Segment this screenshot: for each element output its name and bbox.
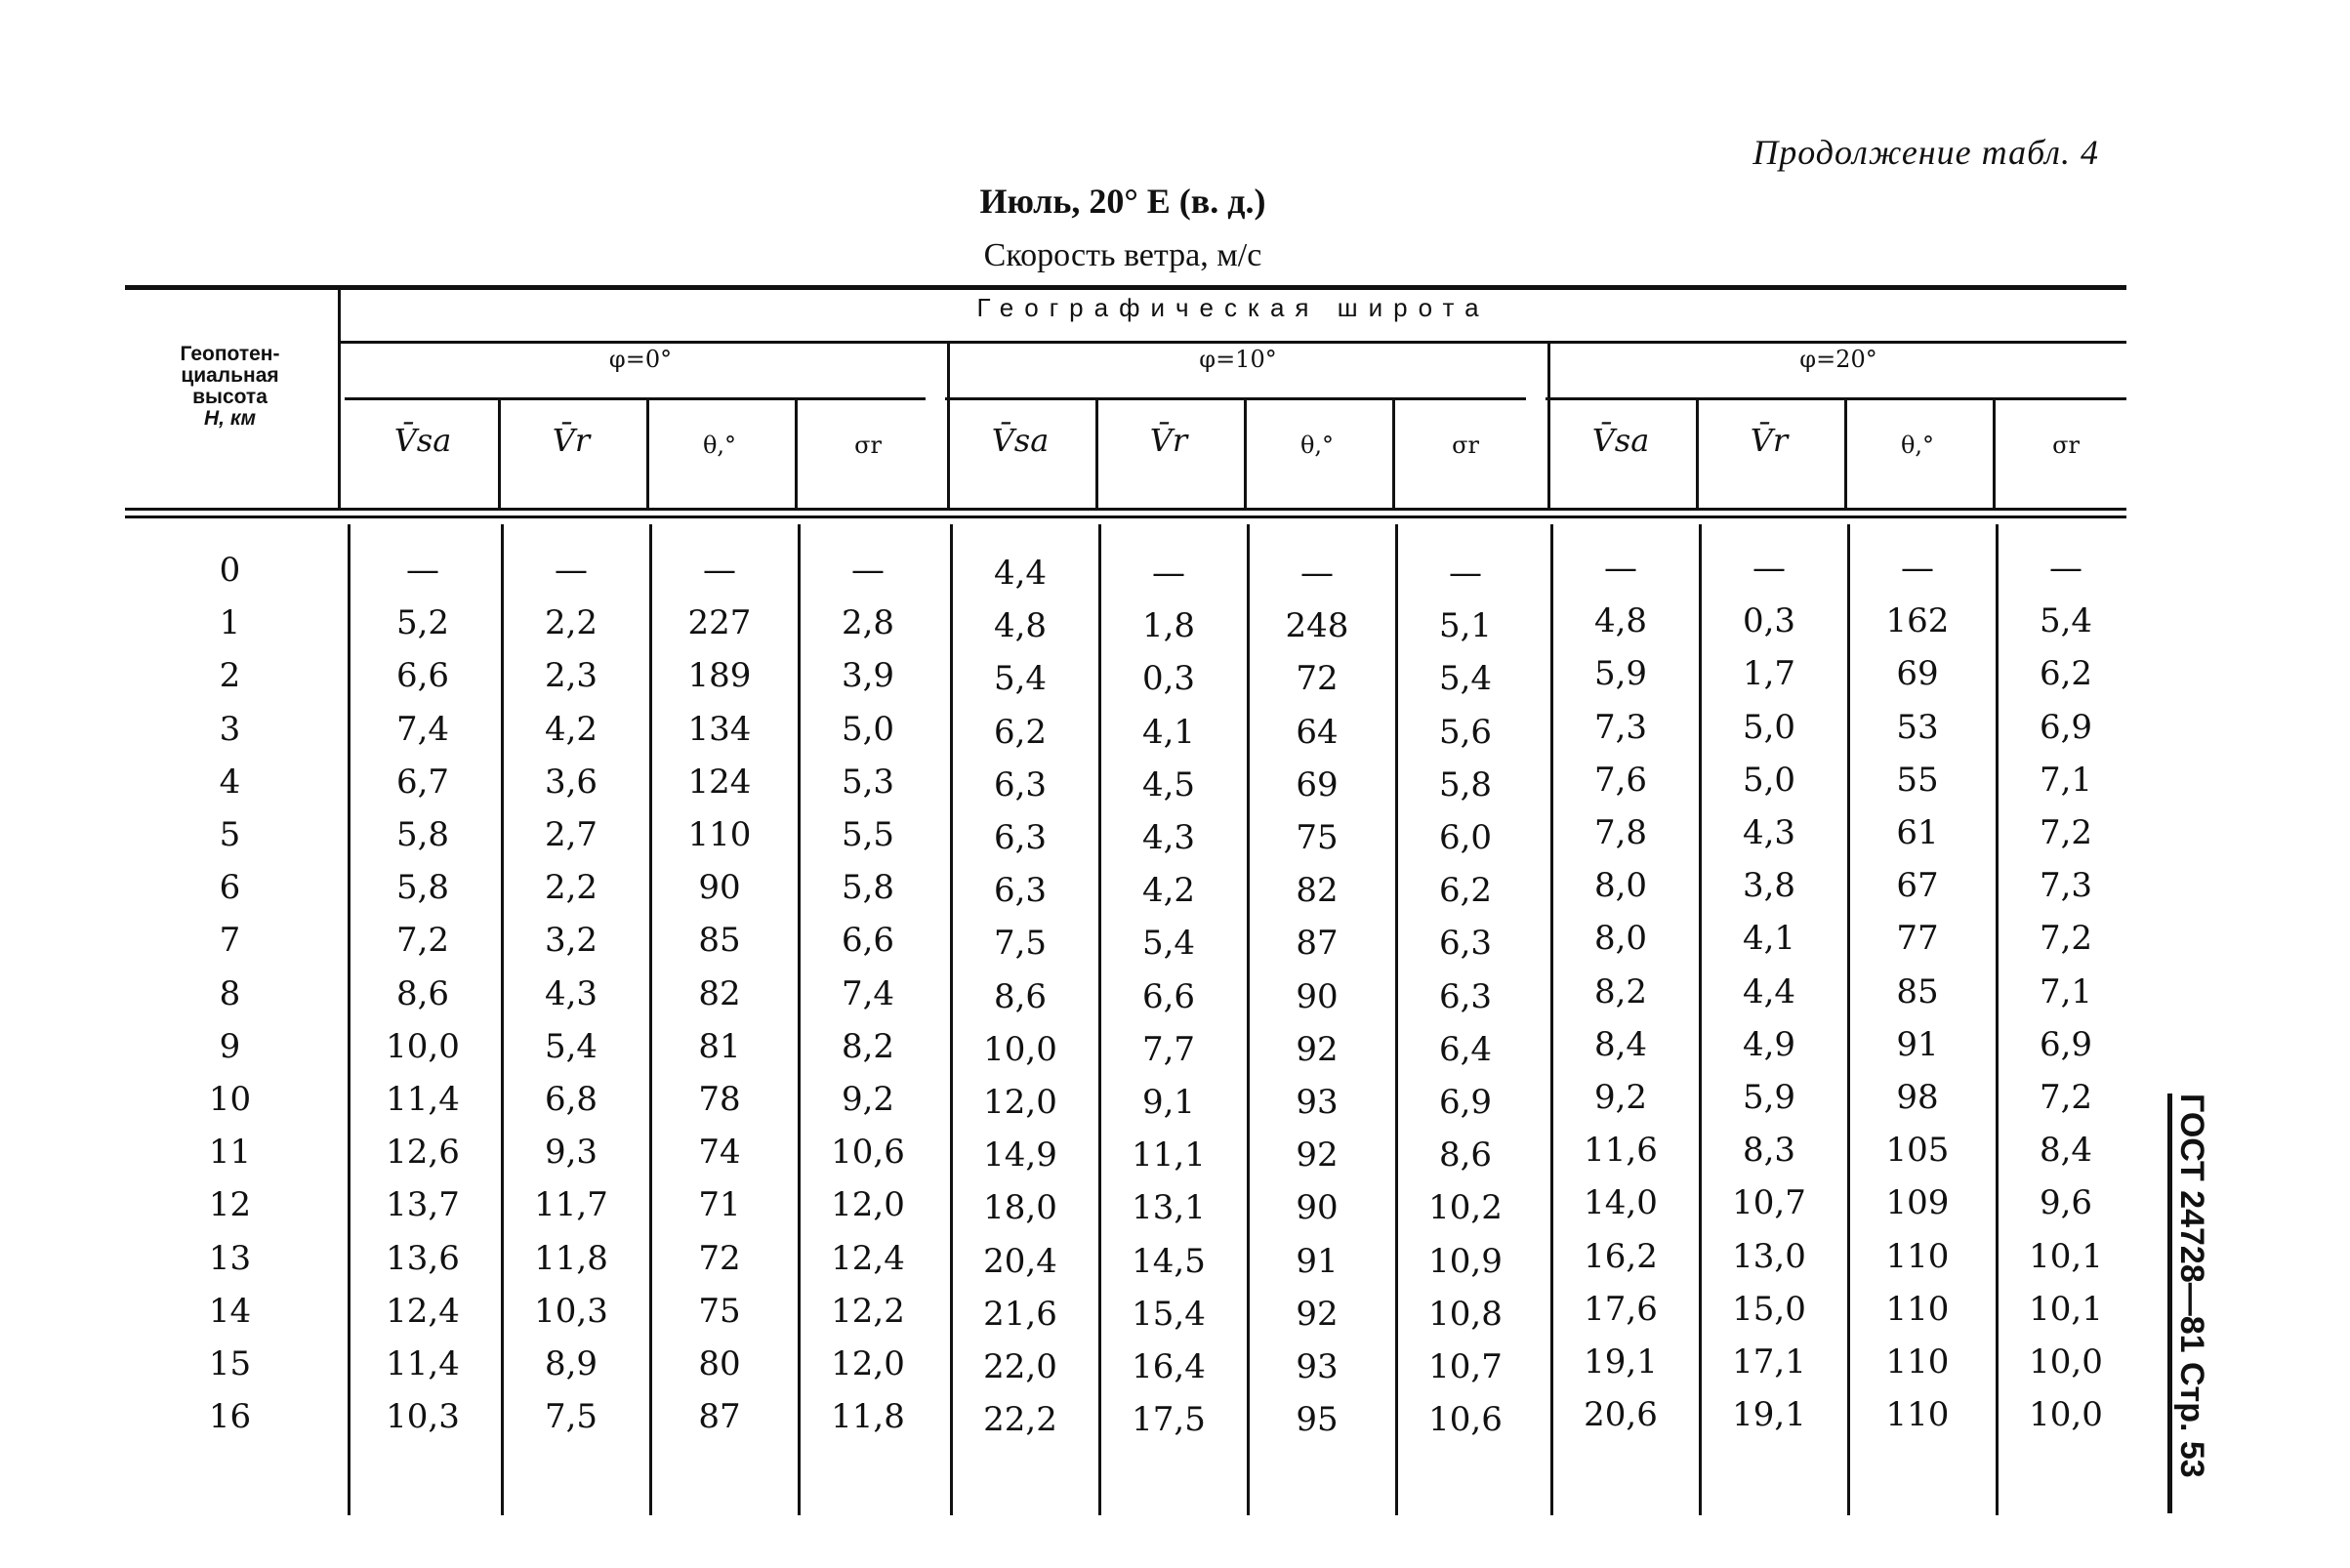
table-cell: 11,4 [386,1344,460,1383]
table-cell: 4,1 [1141,712,1196,752]
table-cell: 93 [1296,1347,1339,1386]
height-value: 4 [219,762,241,802]
table-cell: 21,6 [983,1294,1057,1334]
table-cell: 5,0 [1742,760,1796,800]
table-cell: 75 [698,1291,741,1331]
table-cell: 10,8 [1428,1294,1503,1334]
table-cell: 5,6 [1438,712,1493,752]
table-cell: 9,1 [1141,1083,1196,1122]
table-cell: 4,4 [993,554,1048,593]
table-cell: 10,7 [1428,1347,1503,1386]
height-header [125,344,335,430]
table-cell: 10,6 [1428,1400,1503,1440]
table-cell: 77 [1896,919,1939,959]
height-value: 13 [208,1238,252,1278]
table-cell: 91 [1296,1241,1339,1281]
table-cell: 20,4 [983,1241,1057,1281]
lat-rule-0 [345,397,926,400]
table-cell: 1,7 [1742,654,1796,694]
table-cell: 2,2 [544,603,598,643]
table-cell: 4,9 [1742,1024,1796,1064]
table-cell: 11,7 [534,1185,608,1225]
table-cell: 7,3 [2039,866,2093,906]
height-value: 8 [219,973,241,1013]
table-cell: 5,8 [1438,764,1493,805]
table-cell: 92 [1296,1029,1339,1069]
table-cell: 7,5 [993,924,1048,964]
table-cell: 6,2 [2039,654,2093,694]
param-header: θ,° [1900,432,1935,459]
param-header: σr [2052,432,2080,459]
param-header: V̄sa [1591,422,1650,459]
table-cell: 4,1 [1742,919,1796,959]
table-cell: 10,0 [2029,1395,2103,1435]
table-cell: 13,6 [386,1238,460,1278]
lat-rule-20 [1546,397,2126,400]
table-cell: 6,6 [395,656,450,696]
table-cell: 87 [1296,924,1339,964]
table-cell: 10,1 [2029,1236,2103,1276]
table-cell: 2,3 [544,656,598,696]
height-value: 1 [219,603,241,643]
table-cell: 10,0 [2029,1342,2103,1382]
table-cell: 90 [1296,976,1339,1016]
table-cell: 87 [698,1397,741,1437]
table-cell: 6,3 [1438,924,1493,964]
table-cell: 8,6 [1438,1135,1493,1176]
height-value: 9 [219,1026,241,1066]
table-cell: 110 [1885,1236,1950,1276]
table-cell: 10,7 [1732,1183,1806,1223]
table-cell: 22,0 [983,1347,1057,1386]
table-cell: 4,8 [993,606,1048,646]
table-cell: 248 [1285,606,1349,646]
table-cell: 7,4 [841,973,895,1013]
table-cell: 11,8 [831,1397,905,1437]
table-cell: 78 [698,1080,741,1119]
table-cell: 1,8 [1141,606,1196,646]
table-cell: 10,9 [1428,1241,1503,1281]
table-cell: — [1604,549,1637,588]
table-cell: 7,3 [1593,707,1648,747]
table-cell: 7,8 [1593,813,1648,852]
height-header-unit: H, км [203,407,256,430]
table-cell: 124 [687,762,752,802]
table-cell: 82 [698,973,741,1013]
table-cell: 12,0 [831,1185,905,1225]
table-cell: 17,6 [1584,1289,1658,1329]
table-cell: 13,7 [386,1185,460,1225]
table-cell: 69 [1296,764,1339,805]
param-header: θ,° [1299,432,1335,459]
table-cell: 12,0 [831,1344,905,1383]
side-label [2167,1093,2210,1513]
table-cell: 6,2 [993,712,1048,752]
latitude-header: φ=20° [1799,346,1877,373]
table-cell: 5,8 [841,868,895,908]
table-cell: 10,1 [2029,1289,2103,1329]
table-cell: 4,3 [1742,813,1796,852]
table-cell: 5,0 [841,709,895,749]
table-cell: 189 [687,656,752,696]
table-cell: 5,4 [2039,601,2093,641]
table-cell: 5,8 [395,868,450,908]
table-cell: 134 [687,709,752,749]
height-header-line: высота [192,386,268,408]
height-value: 5 [219,815,241,854]
table-cell: 7,4 [395,709,450,749]
table-cell: 8,3 [1742,1131,1796,1171]
table-cell: 17,1 [1732,1342,1806,1382]
param-header: V̄r [1149,422,1188,459]
table-cell: 6,4 [1438,1029,1493,1069]
param-header: V̄sa [393,422,452,459]
table-cell: 7,6 [1593,760,1648,800]
table-cell: — [2049,549,2082,588]
table-cell: 6,3 [993,764,1048,805]
table-cell: 7,2 [395,921,450,961]
table-cell: 15,0 [1732,1289,1806,1329]
latitude-group-header: Географическая широта [976,293,1490,322]
table-cell: 74 [698,1133,741,1173]
group-rule [340,341,2126,344]
table-cell: 22,2 [983,1400,1057,1440]
table-cell: 4,8 [1593,601,1648,641]
param-header: σr [854,432,882,459]
table-cell: 4,3 [1141,818,1196,857]
lat-rule-10 [945,397,1526,400]
table-cell: 72 [1296,659,1339,699]
table-cell: 4,3 [544,973,598,1013]
table-cell: 7,1 [2039,971,2093,1011]
table-cell: 10,2 [1428,1188,1503,1228]
table-cell: 6,3 [993,818,1048,857]
table-cell: 109 [1885,1183,1950,1223]
table-cell: 71 [698,1185,741,1225]
table-cell: 82 [1296,871,1339,911]
continuation-label: Продолжение табл. 4 [1752,133,2099,172]
table-cell: 10,3 [386,1397,460,1437]
table-cell: 5,3 [841,762,895,802]
height-value: 2 [219,656,241,696]
table-cell: 92 [1296,1294,1339,1334]
table-cell: 11,8 [534,1238,608,1278]
table-cell: 4,2 [1141,871,1196,911]
latitude-header: φ=0° [608,346,673,373]
table-cell: 4,5 [1141,764,1196,805]
height-value: 11 [208,1133,252,1173]
table-cell: 12,0 [983,1083,1057,1122]
table-cell: 64 [1296,712,1339,752]
table-cell: 13,1 [1132,1188,1206,1228]
table-cell: 5,8 [395,815,450,854]
table-cell: — [406,551,439,590]
table-cell: 5,4 [1438,659,1493,699]
latitude-header: φ=10° [1199,346,1277,373]
table-cell: 6,0 [1438,818,1493,857]
table-cell: 2,8 [841,603,895,643]
table-cell: 5,1 [1438,606,1493,646]
height-value: 16 [208,1397,252,1437]
table-cell: 6,2 [1438,871,1493,911]
table-cell: 0,3 [1742,601,1796,641]
table-top-rule [125,285,2126,290]
table-cell: 17,5 [1132,1400,1206,1440]
table-cell: 7,1 [2039,760,2093,800]
table-cell: 85 [1896,971,1939,1011]
table-cell: 8,6 [395,973,450,1013]
table-cell: 3,8 [1742,866,1796,906]
table-cell: 11,4 [386,1080,460,1119]
param-header: V̄r [1750,422,1789,459]
table-cell: 5,9 [1593,654,1648,694]
table-cell: — [1152,554,1185,593]
height-value: 7 [219,921,241,961]
table-cell: 10,0 [386,1026,460,1066]
table-cell: 10,6 [831,1133,905,1173]
table-cell: 11,6 [1584,1131,1658,1171]
table-cell: 90 [698,868,741,908]
side-label-text: ГОСТ 24728—81 Стр. 53 [2173,1093,2210,1478]
table-cell: 10,0 [983,1029,1057,1069]
table-cell: 3,9 [841,656,895,696]
table-cell: 5,9 [1742,1078,1796,1117]
table-cell: 7,7 [1141,1029,1196,1069]
table-cell: 7,5 [544,1397,598,1437]
table-cell: 8,2 [841,1026,895,1066]
table-cell: 2,7 [544,815,598,854]
height-value: 6 [219,868,241,908]
table-cell: 2,2 [544,868,598,908]
table-cell: — [1449,554,1482,593]
table-cell: 6,7 [395,762,450,802]
table-cell: — [703,551,736,590]
table-cell: 0,3 [1141,659,1196,699]
height-header-line: циальная [181,364,279,387]
table-cell: 16,4 [1132,1347,1206,1386]
table-cell: 72 [698,1238,741,1278]
height-value: 0 [219,551,241,590]
table-cell: 110 [687,815,752,854]
table-cell: 98 [1896,1078,1939,1117]
page-title: Июль, 20° Е (в. д.) [979,182,1266,221]
table-cell: 8,0 [1593,866,1648,906]
table-cell: — [851,551,885,590]
height-value: 3 [219,709,241,749]
table-cell: 6,9 [2039,1024,2093,1064]
page-subtitle: Скорость ветра, м/с [983,237,1262,273]
table-cell: 14,9 [983,1135,1057,1176]
height-value: 12 [208,1185,252,1225]
table-cell: 6,3 [993,871,1048,911]
table-cell: 90 [1296,1188,1339,1228]
param-header: V̄r [552,422,591,459]
table-cell: 53 [1896,707,1939,747]
table-cell: 110 [1885,1289,1950,1329]
table-cell: 6,6 [1141,976,1196,1016]
table-cell: 95 [1296,1400,1339,1440]
table-cell: 3,6 [544,762,598,802]
table-cell: 5,0 [1742,707,1796,747]
table-cell: 9,2 [841,1080,895,1119]
table-cell: 5,2 [395,603,450,643]
height-value: 14 [208,1291,252,1331]
table-cell: 6,8 [544,1080,598,1119]
height-header-line: Геопотен- [180,343,280,365]
table-cell: 61 [1896,813,1939,852]
table-cell: 10,3 [534,1291,608,1331]
table-cell: 4,2 [544,709,598,749]
table-cell: 13,0 [1732,1236,1806,1276]
table-cell: 20,6 [1584,1395,1658,1435]
table-cell: 7,2 [2039,813,2093,852]
table-cell: 227 [687,603,752,643]
table-cell: 8,0 [1593,919,1648,959]
table-cell: 15,4 [1132,1294,1206,1334]
height-value: 15 [208,1344,252,1383]
table-cell: 4,4 [1742,971,1796,1011]
table-cell: — [1300,554,1334,593]
header-rule-2 [125,516,2126,518]
table-cell: 8,4 [2039,1131,2093,1171]
table-cell: 67 [1896,866,1939,906]
table-cell: 5,5 [841,815,895,854]
param-header: θ,° [702,432,737,459]
table-cell: 6,3 [1438,976,1493,1016]
table-cell: 19,1 [1584,1342,1658,1382]
table-cell: 105 [1885,1131,1950,1171]
table-cell: 12,6 [386,1133,460,1173]
table-cell: 12,2 [831,1291,905,1331]
table-cell: 7,2 [2039,1078,2093,1117]
table-cell: 69 [1896,654,1939,694]
table-cell: 8,9 [544,1344,598,1383]
table-cell: 8,6 [993,976,1048,1016]
table-cell: 6,6 [841,921,895,961]
table-cell: 16,2 [1584,1236,1658,1276]
table-cell: 12,4 [831,1238,905,1278]
table-cell: 6,9 [1438,1083,1493,1122]
table-cell: 80 [698,1344,741,1383]
param-header: V̄sa [991,422,1050,459]
table-cell: — [1752,549,1786,588]
wind-speed-table [125,285,2126,1515]
table-cell: 75 [1296,818,1339,857]
table-cell: 55 [1896,760,1939,800]
table-cell: 91 [1896,1024,1939,1064]
table-cell: 8,4 [1593,1024,1648,1064]
table-cell: 9,3 [544,1133,598,1173]
table-cell: 92 [1296,1135,1339,1176]
table-cell: 7,2 [2039,919,2093,959]
param-header: σr [1452,432,1479,459]
table-cell: 14,0 [1584,1183,1658,1223]
table-cell: 5,4 [544,1026,598,1066]
height-value: 10 [208,1080,252,1119]
table-cell: 162 [1885,601,1950,641]
table-cell: 14,5 [1132,1241,1206,1281]
table-cell: 19,1 [1732,1395,1806,1435]
table-cell: 6,9 [2039,707,2093,747]
table-cell: 110 [1885,1395,1950,1435]
table-cell: 3,2 [544,921,598,961]
table-cell: 5,4 [993,659,1048,699]
table-cell: 9,2 [1593,1078,1648,1117]
table-cell: 5,4 [1141,924,1196,964]
table-cell: 11,1 [1132,1135,1206,1176]
table-cell: 93 [1296,1083,1339,1122]
table-cell: — [555,551,588,590]
table-cell: 8,2 [1593,971,1648,1011]
table-cell: 9,6 [2039,1183,2093,1223]
table-cell: 81 [698,1026,741,1066]
table-cell: — [1901,549,1934,588]
table-cell: 18,0 [983,1188,1057,1228]
table-cell: 110 [1885,1342,1950,1382]
table-cell: 85 [698,921,741,961]
header-rule-1 [125,508,2126,511]
table-cell: 12,4 [386,1291,460,1331]
